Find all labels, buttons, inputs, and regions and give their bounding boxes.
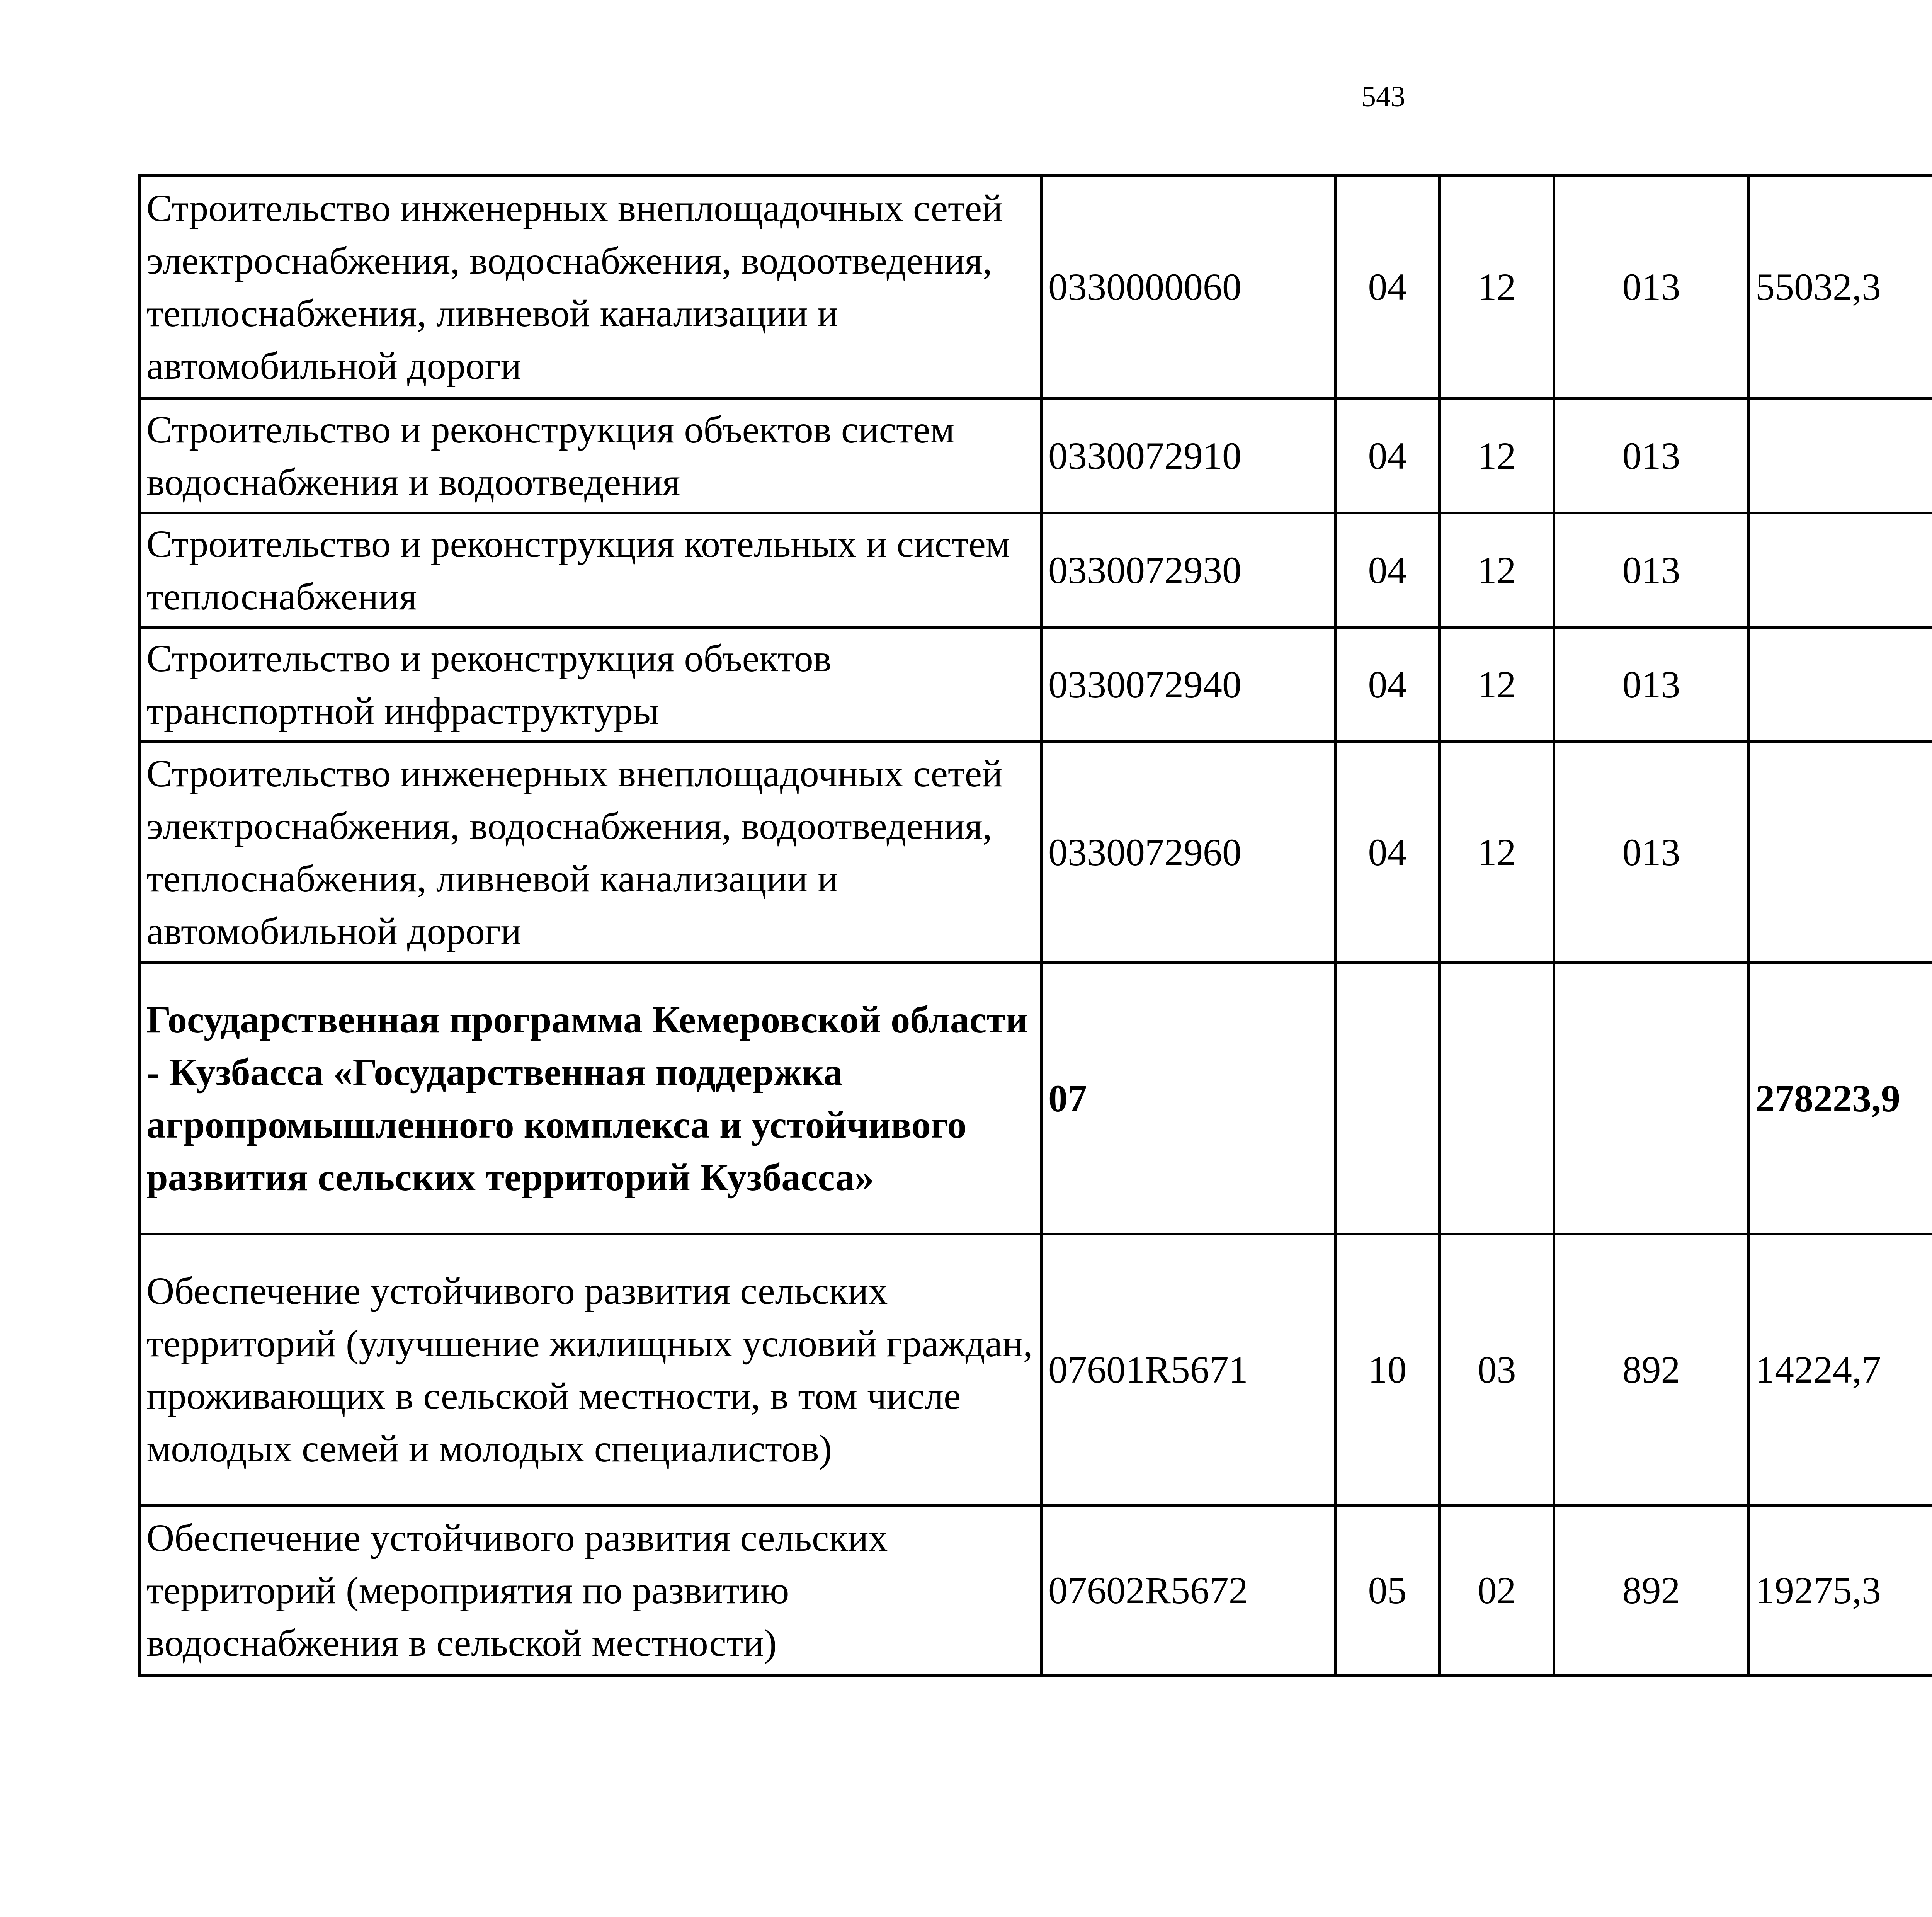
row-subsection-code: 02 xyxy=(1440,1505,1554,1675)
row-expense-type-code: 013 xyxy=(1554,628,1749,742)
row-subsection-code xyxy=(1440,963,1554,1234)
row-section-code: 10 xyxy=(1335,1234,1440,1505)
row-target-article-code: 0330072940 xyxy=(1042,628,1335,742)
table-row xyxy=(140,1505,1932,1675)
row-section-code: 04 xyxy=(1335,628,1440,742)
table-row xyxy=(140,1234,1932,1505)
row-amount-1 xyxy=(1749,399,1932,513)
row-amount-1: 14224,7 xyxy=(1749,1234,1932,1505)
row-target-article-code: 07 xyxy=(1042,963,1335,1234)
row-name: Строительство и реконструкция объектов транспортной инфраструктуры xyxy=(140,628,1042,742)
row-expense-type-code: 013 xyxy=(1554,742,1749,963)
row-subsection-code: 12 xyxy=(1440,513,1554,628)
row-name: Строительство инженерных внеплощадочных сетей электроснабжения, водоснабжения, водоотведения, теплоснабжения, ливневой канализации и автомобильной дороги xyxy=(140,742,1042,963)
row-target-article-code: 07601R5671 xyxy=(1042,1234,1335,1505)
row-name: Строительство и реконструкция объектов систем водоснабжения и водоотведения xyxy=(140,399,1042,513)
row-expense-type-code xyxy=(1554,963,1749,1234)
row-name: Обеспечение устойчивого развития сельских территорий (мероприятия по развитию водоснабжения в сельской местности) xyxy=(140,1505,1042,1675)
row-expense-type-code: 892 xyxy=(1554,1234,1749,1505)
row-name: Строительство и реконструкция котельных и систем теплоснабжения xyxy=(140,513,1042,628)
page-number: 543 xyxy=(1361,80,1405,113)
row-target-article-code: 07602R5672 xyxy=(1042,1505,1335,1675)
row-section-code xyxy=(1335,963,1440,1234)
table-row xyxy=(140,399,1932,513)
table-row xyxy=(140,742,1932,963)
table-row xyxy=(140,628,1932,742)
row-target-article-code: 0330072960 xyxy=(1042,742,1335,963)
row-expense-type-code: 013 xyxy=(1554,175,1749,399)
row-name: Государственная программа Кемеровской области - Кузбасса «Государственная поддержка агропромышленного комплекса и устойчивого развития сельских территорий Кузбасса» xyxy=(140,963,1042,1234)
row-name: Строительство инженерных внеплощадочных сетей электроснабжения, водоснабжения, водоотведения, теплоснабжения, ливневой канализации и автомобильной дороги xyxy=(140,175,1042,399)
table-row xyxy=(140,175,1932,399)
row-subsection-code: 12 xyxy=(1440,175,1554,399)
row-target-article-code: 0330072910 xyxy=(1042,399,1335,513)
row-section-code: 05 xyxy=(1335,1505,1440,1675)
row-expense-type-code: 013 xyxy=(1554,399,1749,513)
table-row xyxy=(140,963,1932,1234)
row-amount-1: 55032,3 xyxy=(1749,175,1932,399)
row-subsection-code: 12 xyxy=(1440,399,1554,513)
row-expense-type-code: 892 xyxy=(1554,1505,1749,1675)
row-expense-type-code: 013 xyxy=(1554,513,1749,628)
row-section-code: 04 xyxy=(1335,175,1440,399)
row-name: Обеспечение устойчивого развития сельских территорий (улучшение жилищных условий граждан, проживающих в сельской местности, в том числе молодых семей и молодых специалистов) xyxy=(140,1234,1042,1505)
row-target-article-code: 0330000060 xyxy=(1042,175,1335,399)
row-section-code: 04 xyxy=(1335,513,1440,628)
row-amount-1 xyxy=(1749,742,1932,963)
table-row xyxy=(140,513,1932,628)
row-subsection-code: 12 xyxy=(1440,628,1554,742)
row-subsection-code: 12 xyxy=(1440,742,1554,963)
row-amount-1 xyxy=(1749,628,1932,742)
row-subsection-code: 03 xyxy=(1440,1234,1554,1505)
budget-table xyxy=(138,174,1932,1677)
row-section-code: 04 xyxy=(1335,742,1440,963)
row-section-code: 04 xyxy=(1335,399,1440,513)
row-amount-1: 278223,9 xyxy=(1749,963,1932,1234)
row-amount-1 xyxy=(1749,513,1932,628)
row-amount-1: 19275,3 xyxy=(1749,1505,1932,1675)
row-target-article-code: 0330072930 xyxy=(1042,513,1335,628)
